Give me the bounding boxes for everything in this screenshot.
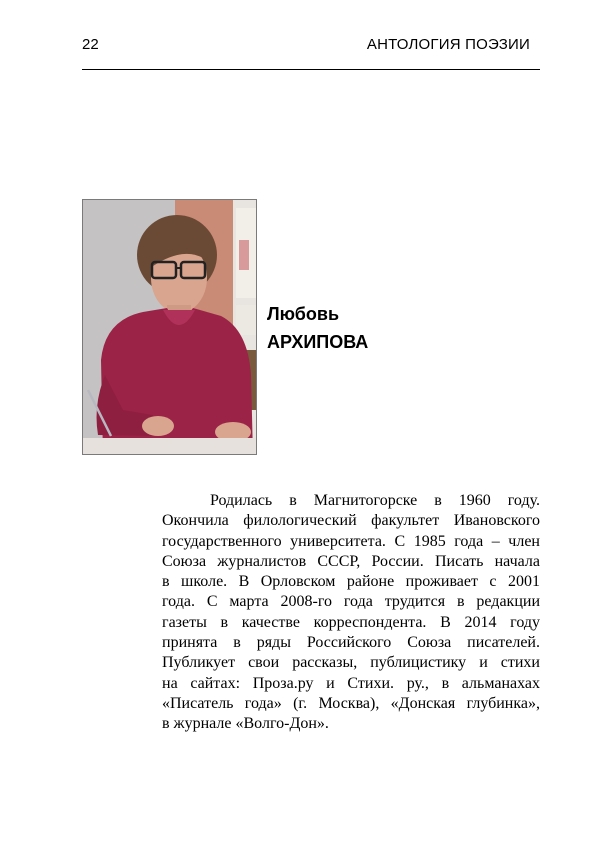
author-first-name: Любовь [267, 304, 340, 324]
running-title: АНТОЛОГИЯ ПОЭЗИИ [366, 36, 530, 53]
bio-line: Союза журналистов СССР, России. Писать начала [162, 552, 540, 570]
author-biography [162, 491, 540, 735]
header-rule [82, 69, 540, 70]
bio-line: Родилась в Магнитогорске в 1960 году. [210, 492, 540, 509]
bio-line: принята в ряды Российского Союза писателей. [162, 634, 540, 652]
bio-line: в журнале «Волго-Дон». [162, 715, 329, 733]
bio-line: государственного университета. С 1985 года – член [162, 532, 540, 550]
author-name [267, 300, 368, 356]
page-header [82, 36, 538, 60]
page-number: 22 [82, 36, 99, 53]
bio-line: «Писатель года» (г. Москва), «Донская глубинка», [162, 694, 540, 712]
bio-line: года. С марта 2008-го года трудится в редакции [162, 593, 540, 611]
bio-line: газеты в качестве корреспондента. В 2014 году [162, 613, 540, 631]
bio-line: Публикует свои рассказы, публицистику и стихи [162, 654, 540, 672]
bio-line: в школе. В Орловском районе проживает с 2001 [162, 573, 540, 591]
author-last-name: АРХИПОВА [267, 332, 369, 352]
bio-line: Окончила филологический факультет Ивановского [162, 512, 540, 530]
author-photo [82, 199, 257, 455]
bio-line: на сайтах: Проза.ру и Стихи. ру., в альманахах [162, 674, 540, 692]
